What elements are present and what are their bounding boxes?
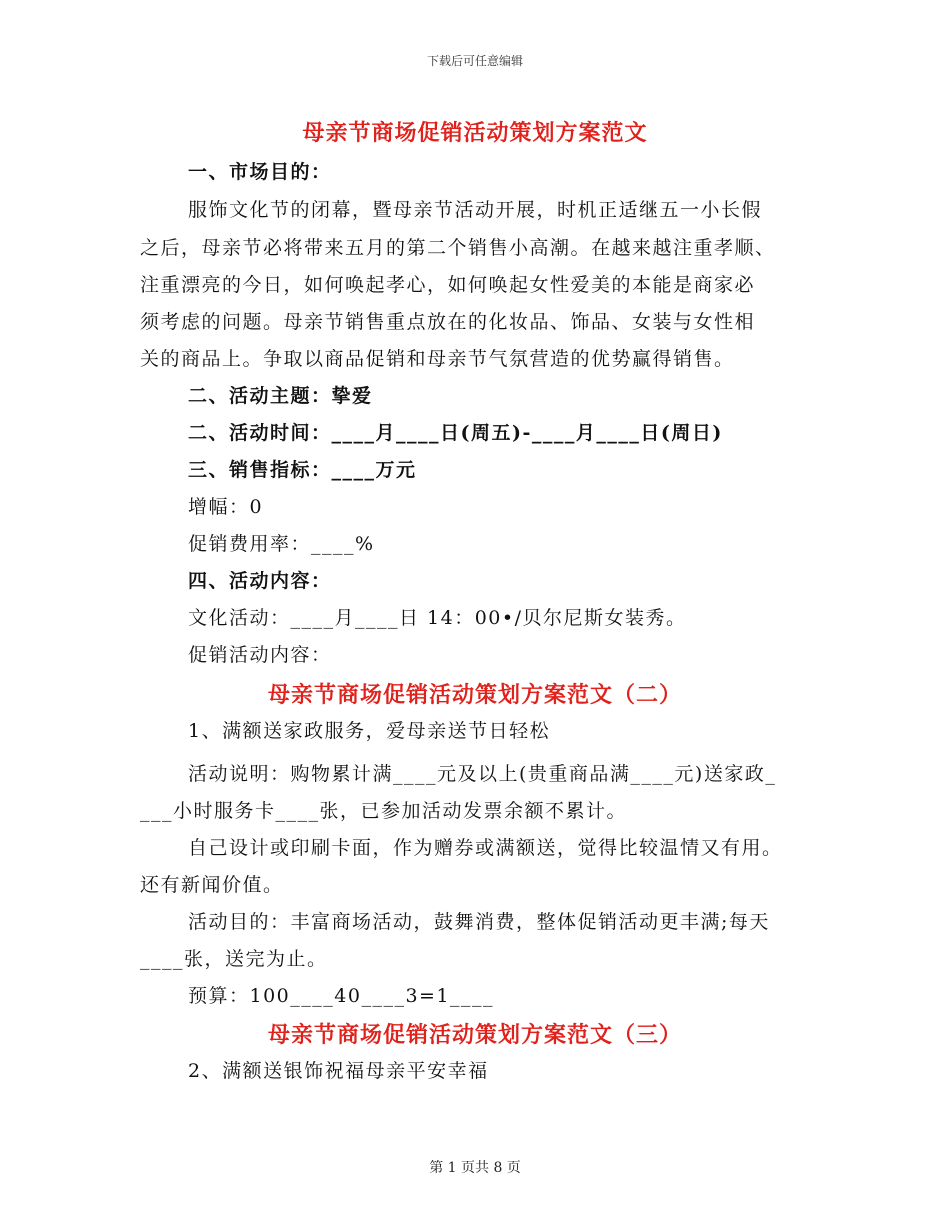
paragraph-line: 注重漂亮的今日，如何唤起孝心，如何唤起女性爱美的本能是商家必 (140, 274, 756, 296)
paragraph-line: 服饰文化节的闭幕，暨母亲节活动开展，时机正适继五一小长假 (188, 199, 763, 221)
budget-line: 预算：100____40____3=1____ (188, 985, 495, 1007)
growth-line: 增幅：0 (188, 496, 264, 518)
paragraph-line: 关的商品上。争取以商品促销和母亲节气氛营造的优势赢得销售。 (140, 348, 735, 370)
paragraph-line: 活动目的：丰富商场活动，鼓舞消费，整体促销活动更丰满;每天 (188, 911, 770, 933)
paragraph-line: 活动说明：购物累计满____元及以上(贵重商品满____元)送家政_ (188, 763, 777, 785)
heading-sales-target: 三、销售指标：____万元 (188, 459, 417, 481)
item-heading: 1、满额送家政服务，爱母亲送节日轻松 (188, 720, 551, 742)
page-footer: 第 1 页共 8 页 (429, 1160, 521, 1176)
paragraph-line: 还有新闻价值。 (140, 874, 284, 896)
paragraph-line: ____张，送完为止。 (140, 948, 328, 970)
culture-activity-line: 文化活动：____月____日 14：00•/贝尔尼斯女装秀。 (188, 607, 687, 629)
paragraph-line: 之后，母亲节必将带来五月的第二个销售小高潮。在越来越注重孝顺、 (140, 237, 776, 259)
heading-market-goal: 一、市场目的： (188, 161, 332, 183)
section-title-2: 母亲节商场促销活动策划方案范文（二） (267, 682, 682, 708)
document-title: 母亲节商场促销活动策划方案范文 (302, 120, 648, 146)
section-title-3: 母亲节商场促销活动策划方案范文（三） (267, 1022, 682, 1048)
paragraph-line: 自己设计或印刷卡面，作为赠券或满额送，觉得比较温情又有用。 (188, 837, 783, 859)
page-header: 下载后可任意编辑 (426, 54, 523, 68)
heading-time: 二、活动时间：____月____日(周五)-____月____日(周日) (188, 422, 723, 444)
promo-rate-line: 促销费用率：____% (188, 533, 375, 555)
paragraph-line: ___小时服务卡____张，已参加活动发票余额不累计。 (140, 800, 628, 822)
paragraph-line: 须考虑的问题。母亲节销售重点放在的化妆品、饰品、女装与女性相 (140, 311, 756, 333)
heading-content: 四、活动内容： (188, 570, 332, 592)
heading-theme: 二、活动主题：挚爱 (188, 385, 373, 407)
promo-content-line: 促销活动内容： (188, 644, 332, 666)
item-heading: 2、满额送银饰祝福母亲平安幸福 (188, 1060, 489, 1082)
